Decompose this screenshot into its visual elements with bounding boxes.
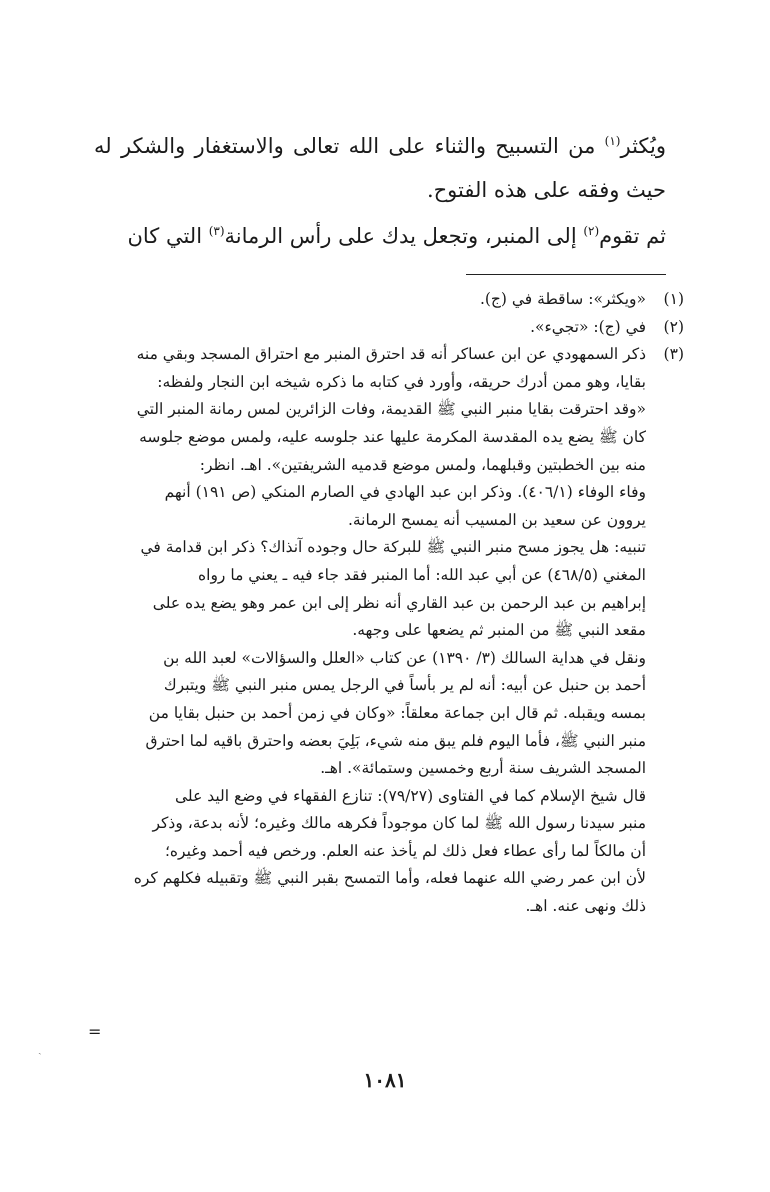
footnote [90,341,684,534]
text-run: التي كان [127,224,209,248]
footnote [90,314,684,342]
footnote-line: «وقد احترقت بقايا منبر النبي ﷺ القديمة، وفات الزائرين لمس رمانة المنبر التي [136,400,646,419]
text-run: ويُكثر [620,134,666,158]
footnote-line: في (ج): «تجيء». [530,317,646,336]
footnote-line: لأن ابن عمر رضي الله عنهما فعله، وأما التمسح بقبر النبي ﷺ وتقبيله فكلهم كره [133,869,646,888]
text-run: إلى المنبر، وتجعل يدك على رأس الرمانة [224,224,584,248]
footnotes-section [90,286,684,921]
footnote-line: المسجد الشريف سنة أربع وخمسين وستمائة». اهـ. [320,759,646,778]
main-text [94,124,666,260]
footnote-line: إبراهيم بن عبد الرحمن بن عبد القاري أنه نظر إلى ابن عمر وهو يضع يده على [152,593,646,612]
footnote-number: (١) [663,290,684,308]
footnote-line: المغني (٤٦٨/٥) عن أبي عبد الله: أما المنبر فقد جاء فيه ـ يعني ما رواه [198,565,646,584]
footnote-line: ذكر السمهودي عن ابن عساكر أنه قد احترق المنبر مع احتراق المسجد وبقي منه [136,345,646,364]
footnote-number: (٢) [663,317,684,336]
footnote-line: منبر سيدنا رسول الله ﷺ لما كان موجوداً فكرهه مالك وغيره؛ لأنه بدعة، وذكر [152,814,646,833]
margin-mark: ˎ [38,1042,42,1055]
footnote [90,286,684,314]
footnote-line: يروون عن سعيد بن المسيب أنه يمسح الرمانة. [347,510,646,529]
footnote [90,534,684,644]
footnote-text [90,286,646,314]
footnote-text [90,534,646,644]
footnote-line: وفاء الوفاء (٤٠٦/١). وذكر ابن عبد الهادي في الصارم المنكي (ص ١٩١) أنهم [164,483,646,502]
page-number: ١٠٨١ [363,1068,407,1092]
footnote-text [90,314,646,342]
footnote [90,645,684,783]
footnote-number [646,645,684,783]
text-run: ثم تقوم [599,224,666,248]
footnote-line: بمسه ويقبله. ثم قال ابن جماعة معلقاً: «وكان في زمن أحمد بن حنبل بقايا من [148,703,646,722]
footnote [90,783,684,921]
footnote-line: «ويكثر»: ساقطة في (ج). [479,290,646,308]
footnote-ref-3[interactable]: (٣) [208,224,225,238]
footnote-ref-1[interactable]: (١) [604,134,621,148]
footnote-line: مقعد النبي ﷺ من المنبر ثم يضعها على وجهه. [352,621,646,640]
footnote-ref-2[interactable]: (٢) [583,224,600,238]
footnote-line: تنبيه: هل يجوز مسح منبر النبي ﷺ للبركة حال وجوده آنذاك؟ ذكر ابن قدامة في [140,538,646,557]
footnote-number [646,534,684,644]
continuation-mark: = [88,1022,102,1041]
text-run: من التسبيح والثناء على الله تعالى والاستغفار والشكر له حيث وفقه على هذه الفتوح. [94,134,666,202]
footnote-number [646,783,684,921]
footnote-line: منبر النبي ﷺ، فأما اليوم فلم يبق منه شيء، بَلِيَ بعضه واحترق باقيه لما احترق [145,731,646,750]
footnote-line: كان ﷺ يضع يده المقدسة المكرمة عليها عند جلوسه عليه، ولمس موضع جلوسه [139,427,646,446]
footnote-line: قال شيخ الإسلام كما في الفتاوى (٧٩/٢٧): تنازع الفقهاء في وضع اليد على [175,786,646,805]
footnote-line: ذلك ونهى عنه. اهـ. [525,897,646,916]
footnote-line: ونقل في هداية السالك (٣/ ١٣٩٠) عن كتاب «العلل والسؤالات» لعبد الله بن [163,648,646,667]
footnote-text [90,341,646,534]
footnote-line: منه بين الخطبتين وقبلهما، ولمس موضع قدميه الشريفتين». اهـ. انظر: [199,455,646,474]
paragraph-1 [94,124,666,212]
footnote-separator-rule [466,274,666,275]
footnote-line: بقايا، وهو ممن أدرك حريقه، وأورد في كتابه ما ذكره شيخه ابن النجار ولفظه: [157,372,646,391]
footnote-line: أن مالكاً لما رأى عطاء فعل ذلك لم يأخذ عنه العلم. ورخص فيه أحمد وغيره؛ [164,841,646,860]
footnote-number: (٣) [663,345,684,364]
footnote-line: أحمد بن حنبل عن أبيه: أنه لم ير بأساً في الرجل يمس منبر النبي ﷺ ويتبرك [163,676,646,695]
paragraph-2 [94,214,666,258]
footnote-text [90,783,646,921]
footnote-text [90,645,646,783]
